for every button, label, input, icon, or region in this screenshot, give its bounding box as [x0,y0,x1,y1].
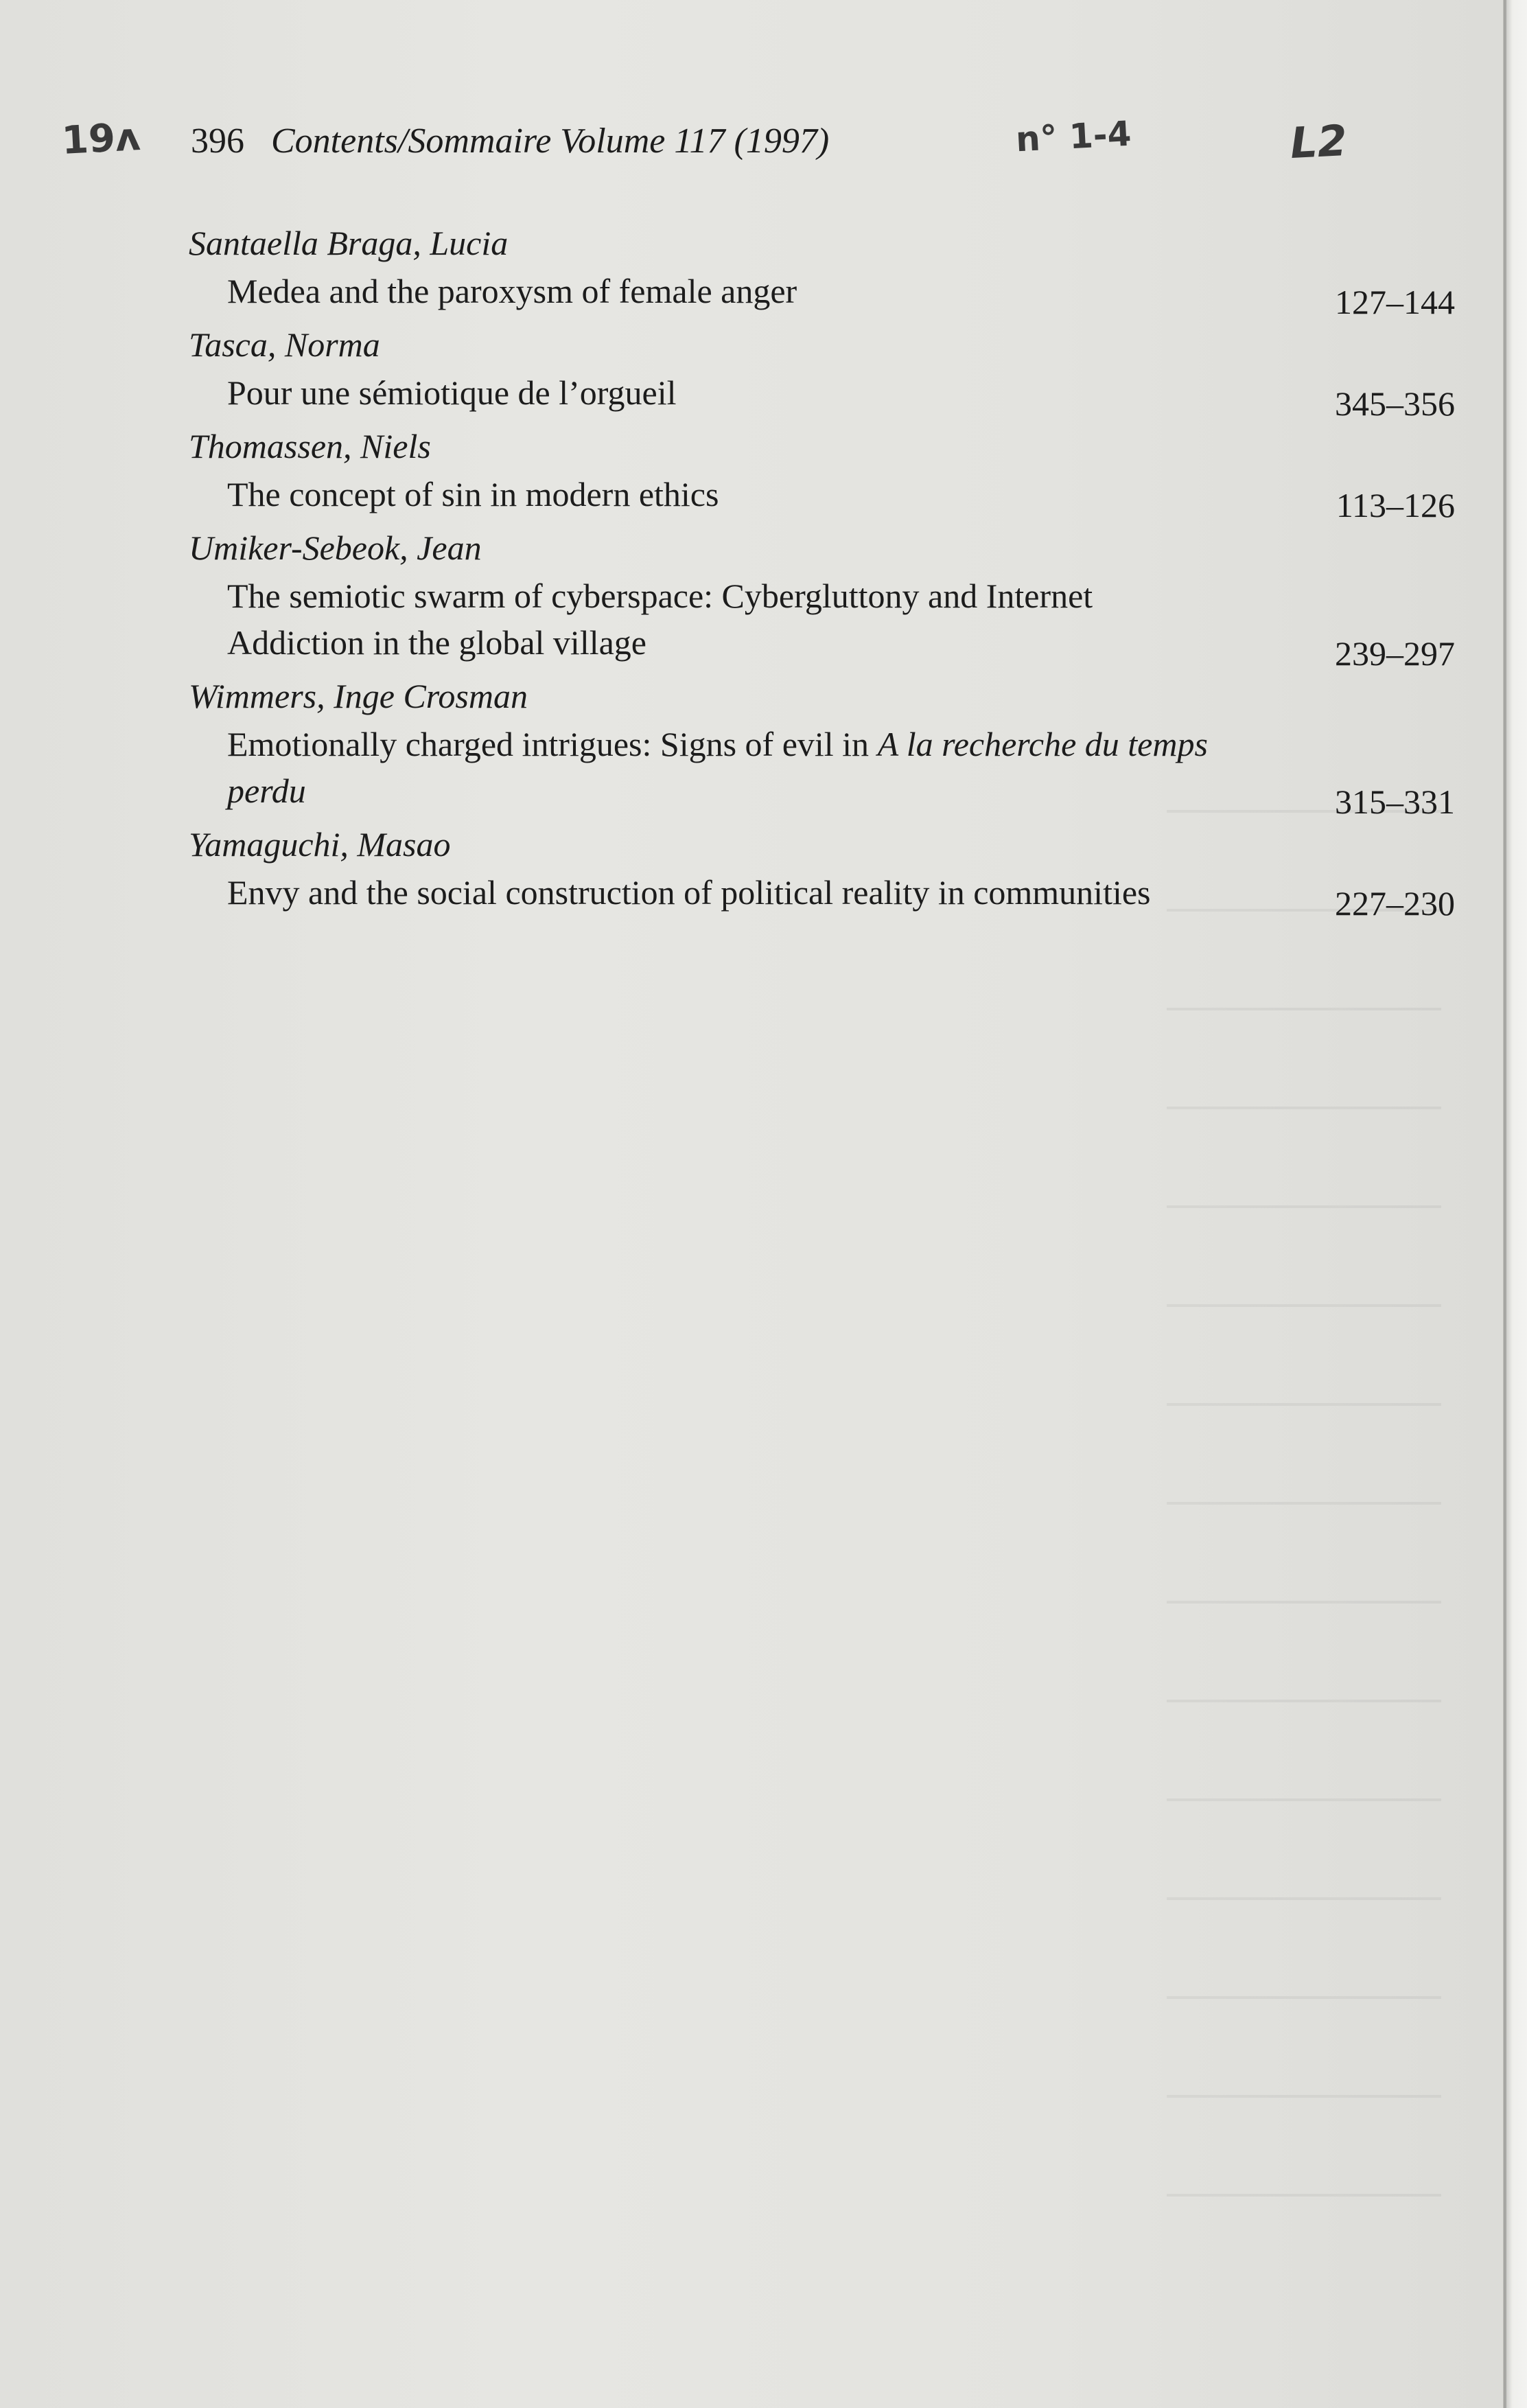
entry-title-part: Emotionally charged intrigues: Signs of evil in [227,725,878,763]
contents-entry [189,820,1455,923]
entry-title [227,369,1236,416]
entry-title-part: The concept of sin in modern ethics [227,475,719,513]
entry-page-range: 227–230 [1335,884,1455,923]
entry-article [189,869,1455,923]
entry-article [189,721,1455,821]
contents-entry [189,218,1455,321]
contents-entry [189,320,1455,423]
handwritten-note-issue: n° 1-4 [1014,113,1132,160]
entry-article [189,268,1455,321]
handwritten-note-left: 19ʌ [60,115,142,163]
entry-title-part: A la recherche du temps perdu [227,725,1208,810]
entry-page-range: 127–144 [1335,283,1455,321]
entry-page-range: 239–297 [1335,634,1455,673]
entry-author: Tasca, Norma [189,325,380,364]
page-edge [1503,0,1527,2408]
entry-page-range: 315–331 [1335,783,1455,821]
contents-entry [189,523,1455,673]
show-through-text [1167,755,1441,2265]
entry-author: Thomassen, Niels [189,427,431,465]
contents-entry [189,671,1455,821]
entry-article [189,471,1455,524]
entry-article [189,572,1455,673]
entry-author: Yamaguchi, Masao [189,825,451,864]
entry-article [189,369,1455,423]
entry-title-part: Envy and the social construction of political reality in communities [227,873,1151,912]
page-number: 396 [191,121,244,161]
entry-author: Wimmers, Inge Crosman [189,677,528,715]
entry-author: Umiker-Sebeok, Jean [189,529,482,567]
entry-title [227,869,1236,916]
entry-author: Santaella Braga, Lucia [189,224,509,262]
running-head [191,121,829,161]
contents-entry [189,421,1455,524]
entry-title-part: Pour une sémiotique de l’orgueil [227,373,677,412]
entry-title [227,721,1236,814]
entry-title [227,471,1236,518]
entry-title-part: The semiotic swarm of cyberspace: Cybergluttony and Internet Addiction in the global village [227,577,1093,662]
entry-title [227,572,1236,666]
entry-page-range: 345–356 [1335,384,1455,423]
entry-title-part: Medea and the paroxysm of female anger [227,272,797,310]
running-head-title: Contents/Sommaire Volume 117 (1997) [271,121,830,161]
entry-title [227,268,1236,314]
contents-list [189,218,1455,923]
page-gutter-line [1504,0,1506,2408]
entry-page-range: 113–126 [1336,486,1455,524]
handwritten-note-right: L2 [1289,115,1349,169]
